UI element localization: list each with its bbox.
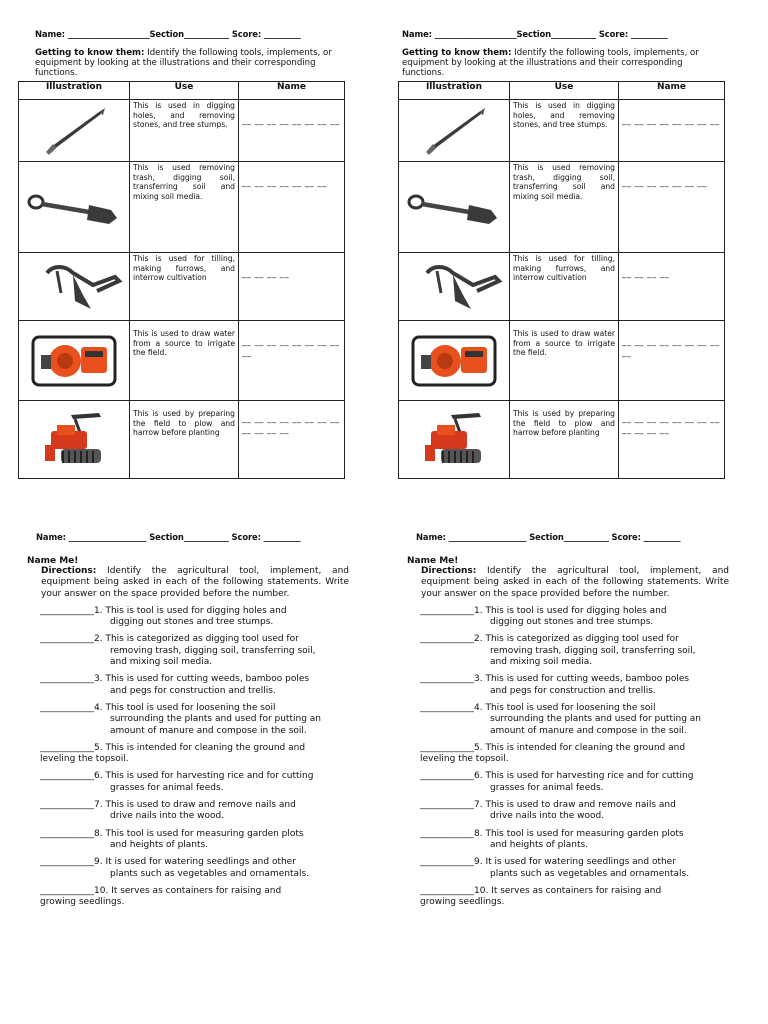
answer-blank[interactable]: ____________ bbox=[420, 857, 474, 868]
directions-title: Directions: bbox=[421, 566, 477, 576]
answer-blank[interactable]: ____________ bbox=[420, 771, 474, 782]
question-first-line bbox=[420, 634, 729, 645]
question-continuation: plants such as vegetables and ornamentals. bbox=[490, 868, 690, 879]
question-continuation: leveling the topsoil. bbox=[40, 754, 129, 765]
directions-text: Identify the agricultural tool, implement, and equipment being asked in each of the following statements. Write your answer on the space provided before the number. bbox=[421, 566, 729, 599]
name-answer-blank[interactable]: __ __ __ __ bbox=[239, 252, 345, 320]
illustration-cell bbox=[399, 320, 510, 400]
question-item bbox=[40, 674, 349, 697]
question-text: 1. This is tool is used for digging holes and bbox=[94, 605, 287, 616]
question-item bbox=[420, 857, 729, 880]
question-item bbox=[420, 703, 729, 737]
tools-table bbox=[18, 81, 345, 479]
question-continuation: removing trash, digging soil, transferring soil, bbox=[110, 645, 316, 656]
question-item bbox=[40, 634, 349, 668]
instructions-title: Getting to know them: bbox=[402, 48, 512, 58]
name-answer-blank[interactable]: __ __ __ __ bbox=[619, 252, 725, 320]
question-continuation: and mixing soil media. bbox=[490, 657, 593, 668]
illustration-cell bbox=[19, 161, 130, 252]
question-first-line bbox=[40, 857, 349, 868]
question-first-line bbox=[420, 674, 729, 685]
directions-title: Directions: bbox=[41, 566, 97, 576]
question-item bbox=[40, 703, 349, 737]
column-header-use: Use bbox=[510, 81, 619, 99]
illustration-cell bbox=[19, 320, 130, 400]
question-continuation: and pegs for construction and trellis. bbox=[110, 685, 276, 696]
name-answer-blank[interactable]: __ __ __ __ __ __ __ __ __ __ __ __ bbox=[239, 400, 345, 478]
name-answer-blank[interactable]: __ __ __ __ __ __ __ __ __ bbox=[239, 320, 345, 400]
illustration-cell bbox=[19, 252, 130, 320]
question-text: 6. This is used for harvesting rice and for cutting bbox=[94, 771, 314, 782]
question-item bbox=[420, 606, 729, 629]
question-first-line bbox=[420, 606, 729, 617]
question-text: 8. This tool is used for measuring garden plots bbox=[474, 828, 684, 839]
table-row bbox=[19, 252, 345, 320]
student-info-header: Name: ___________________ Section___________ Score: _________ bbox=[416, 532, 681, 542]
question-first-line bbox=[420, 829, 729, 840]
question-text: 2. This is categorized as digging tool used for bbox=[474, 634, 679, 645]
water-pump-icon bbox=[409, 333, 499, 389]
question-text: 4. This tool is used for loosening the soil bbox=[94, 702, 276, 713]
question-item bbox=[40, 743, 349, 766]
quiz-worksheet-right bbox=[407, 532, 729, 908]
water-pump-icon bbox=[29, 333, 119, 389]
question-item bbox=[40, 829, 349, 852]
question-item bbox=[420, 771, 729, 794]
question-continuation: growing seedlings. bbox=[40, 897, 125, 908]
answer-blank[interactable]: ____________ bbox=[40, 885, 94, 896]
table-row bbox=[399, 320, 725, 400]
instructions bbox=[35, 48, 341, 79]
question-first-line bbox=[40, 743, 349, 754]
table-header-row bbox=[399, 81, 725, 99]
question-item bbox=[40, 771, 349, 794]
question-text: 2. This is categorized as digging tool used for bbox=[94, 634, 299, 645]
answer-blank[interactable]: ____________ bbox=[40, 771, 94, 782]
question-text: 3. This is used for cutting weeds, bamboo poles bbox=[474, 674, 690, 685]
question-item bbox=[420, 829, 729, 852]
question-first-line bbox=[40, 674, 349, 685]
illustration-cell bbox=[19, 99, 130, 161]
answer-blank[interactable]: ____________ bbox=[40, 605, 94, 616]
question-text: 10. It serves as containers for raising and bbox=[94, 885, 282, 896]
question-item bbox=[40, 886, 349, 909]
question-item bbox=[420, 743, 729, 766]
question-item bbox=[420, 634, 729, 668]
question-continuation: amount of manure and compose in the soil. bbox=[490, 725, 687, 736]
question-continuation: digging out stones and tree stumps. bbox=[490, 617, 654, 628]
question-first-line bbox=[40, 800, 349, 811]
instructions bbox=[402, 48, 720, 79]
use-cell: This is used for tilling, making furrows, and interrow cultivation bbox=[510, 252, 619, 320]
question-first-line bbox=[420, 771, 729, 782]
question-first-line bbox=[420, 703, 729, 714]
question-list bbox=[420, 606, 729, 909]
table-row bbox=[399, 99, 725, 161]
question-continuation: drive nails into the wood. bbox=[110, 811, 225, 822]
use-cell: This is used to draw water from a source to irrigate the field. bbox=[130, 320, 239, 400]
question-item bbox=[40, 606, 349, 629]
question-first-line bbox=[40, 771, 349, 782]
question-list bbox=[40, 606, 349, 909]
directions bbox=[41, 566, 349, 600]
question-text: 6. This is used for harvesting rice and for cutting bbox=[474, 771, 694, 782]
illustration-cell bbox=[399, 400, 510, 478]
question-first-line bbox=[40, 634, 349, 645]
column-header-illustration: Illustration bbox=[19, 81, 130, 99]
illustration-cell bbox=[399, 252, 510, 320]
table-row bbox=[399, 400, 725, 478]
use-cell: This is used removing trash, digging soil, transferring soil and mixing soil media. bbox=[510, 161, 619, 252]
answer-blank[interactable]: ____________ bbox=[420, 800, 474, 811]
question-text: 8. This tool is used for measuring garden plots bbox=[94, 828, 304, 839]
question-first-line bbox=[40, 886, 349, 897]
quiz-worksheet-left bbox=[27, 532, 349, 908]
use-cell: This is used removing trash, digging soil, transferring soil and mixing soil media. bbox=[130, 161, 239, 252]
question-text: 9. It is used for watering seedlings and other bbox=[94, 857, 296, 868]
table-header-row bbox=[19, 81, 345, 99]
use-cell: This is used in digging holes, and removing stones, and tree stumps. bbox=[510, 99, 619, 161]
use-cell: This is used for tilling, making furrows, and interrow cultivation bbox=[130, 252, 239, 320]
hand-tractor-icon bbox=[41, 411, 111, 471]
instructions-text: Identify the following tools, implements, or equipment by looking at the illustrations and their corresponding functions. bbox=[35, 48, 332, 79]
question-continuation: and mixing soil media. bbox=[110, 657, 213, 668]
tools-worksheet-right bbox=[402, 29, 732, 479]
answer-blank[interactable]: ____________ bbox=[40, 828, 94, 839]
question-continuation: leveling the topsoil. bbox=[420, 754, 509, 765]
question-item bbox=[420, 800, 729, 823]
illustration-cell bbox=[399, 99, 510, 161]
plow-icon bbox=[43, 263, 123, 313]
use-cell: This is used to draw water from a source to irrigate the field. bbox=[510, 320, 619, 400]
quiz-title: Name Me! bbox=[407, 556, 459, 566]
answer-blank[interactable]: ____________ bbox=[420, 885, 474, 896]
table-row bbox=[19, 320, 345, 400]
answer-blank[interactable]: ____________ bbox=[40, 674, 94, 685]
question-first-line bbox=[420, 857, 729, 868]
use-cell: This is used in digging holes, and removing stones, and tree stumps. bbox=[130, 99, 239, 161]
quiz-title: Name Me! bbox=[27, 556, 79, 566]
question-continuation: digging out stones and tree stumps. bbox=[110, 617, 274, 628]
shovel-icon bbox=[27, 190, 121, 230]
student-info-header: Name: ___________________ Section___________ Score: _________ bbox=[36, 532, 301, 542]
name-answer-blank[interactable]: __ __ __ __ __ __ __ bbox=[619, 161, 725, 252]
student-info-header: Name: ____________________Section___________ Score: _________ bbox=[35, 29, 301, 39]
question-continuation: growing seedlings. bbox=[420, 897, 505, 908]
question-first-line bbox=[420, 743, 729, 754]
question-item bbox=[40, 800, 349, 823]
question-continuation: grasses for animal feeds. bbox=[490, 782, 604, 793]
question-continuation: and heights of plants. bbox=[110, 839, 209, 850]
question-continuation: and heights of plants. bbox=[490, 839, 589, 850]
name-answer-blank[interactable]: __ __ __ __ __ __ __ __ __ __ __ __ bbox=[619, 400, 725, 478]
column-header-illustration: Illustration bbox=[399, 81, 510, 99]
question-text: 4. This tool is used for loosening the soil bbox=[474, 702, 656, 713]
directions bbox=[421, 566, 729, 600]
answer-blank[interactable]: ____________ bbox=[40, 742, 94, 753]
use-cell: This is used by preparing the field to plow and harrow before planting bbox=[130, 400, 239, 478]
name-answer-blank[interactable]: __ __ __ __ __ __ __ __ __ bbox=[619, 320, 725, 400]
question-text: 3. This is used for cutting weeds, bamboo poles bbox=[94, 674, 310, 685]
answer-blank[interactable]: ____________ bbox=[40, 857, 94, 868]
question-text: 5. This is intended for cleaning the ground and bbox=[94, 742, 306, 753]
table-row bbox=[399, 161, 725, 252]
plow-icon bbox=[423, 263, 503, 313]
directions-text: Identify the agricultural tool, implement, and equipment being asked in each of the following statements. Write your answer on the space provided before the number. bbox=[41, 566, 349, 599]
table-row bbox=[399, 252, 725, 320]
answer-blank[interactable]: ____________ bbox=[420, 828, 474, 839]
question-text: 7. This is used to draw and remove nails and bbox=[94, 800, 296, 811]
question-item bbox=[40, 857, 349, 880]
table-row bbox=[19, 400, 345, 478]
question-continuation: and pegs for construction and trellis. bbox=[490, 685, 656, 696]
illustration-cell bbox=[399, 161, 510, 252]
question-continuation: removing trash, digging soil, transferring soil, bbox=[490, 645, 696, 656]
name-answer-blank[interactable]: __ __ __ __ __ __ __ __ bbox=[239, 99, 345, 161]
question-continuation: amount of manure and compose in the soil. bbox=[110, 725, 307, 736]
tools-table bbox=[398, 81, 725, 479]
question-text: 9. It is used for watering seedlings and other bbox=[474, 857, 676, 868]
name-answer-blank[interactable]: __ __ __ __ __ __ __ bbox=[239, 161, 345, 252]
table-row bbox=[19, 99, 345, 161]
question-first-line bbox=[40, 829, 349, 840]
answer-blank[interactable]: ____________ bbox=[420, 674, 474, 685]
answer-blank[interactable]: ____________ bbox=[40, 702, 94, 713]
answer-blank[interactable]: ____________ bbox=[420, 742, 474, 753]
question-continuation: grasses for animal feeds. bbox=[110, 782, 224, 793]
instructions-text: Identify the following tools, implements, or equipment by looking at the illustrations and their corresponding functions. bbox=[402, 48, 699, 79]
illustration-cell bbox=[19, 400, 130, 478]
question-first-line bbox=[420, 886, 729, 897]
table-row bbox=[19, 161, 345, 252]
question-text: 7. This is used to draw and remove nails and bbox=[474, 800, 676, 811]
answer-blank[interactable]: ____________ bbox=[40, 634, 94, 645]
answer-blank[interactable]: ____________ bbox=[40, 800, 94, 811]
question-continuation: drive nails into the wood. bbox=[490, 811, 605, 822]
column-header-use: Use bbox=[130, 81, 239, 99]
tools-worksheet-left bbox=[22, 29, 352, 479]
column-header-name: Name bbox=[619, 81, 725, 99]
question-continuation: plants such as vegetables and ornamentals. bbox=[110, 868, 310, 879]
instructions-title: Getting to know them: bbox=[35, 48, 145, 58]
hand-tractor-icon bbox=[421, 411, 491, 471]
question-item bbox=[420, 886, 729, 909]
question-item bbox=[420, 674, 729, 697]
question-first-line bbox=[40, 703, 349, 714]
column-header-name: Name bbox=[239, 81, 345, 99]
question-text: 5. This is intended for cleaning the ground and bbox=[474, 742, 686, 753]
shovel-icon bbox=[407, 190, 501, 230]
question-first-line bbox=[40, 606, 349, 617]
answer-blank[interactable]: ____________ bbox=[420, 634, 474, 645]
question-continuation: surrounding the plants and used for putting an bbox=[110, 714, 321, 725]
question-text: 10. It serves as containers for raising and bbox=[474, 885, 662, 896]
question-continuation: surrounding the plants and used for putting an bbox=[490, 714, 701, 725]
digging-bar-icon bbox=[41, 106, 111, 156]
answer-blank[interactable]: ____________ bbox=[420, 702, 474, 713]
question-first-line bbox=[420, 800, 729, 811]
use-cell: This is used by preparing the field to plow and harrow before planting bbox=[510, 400, 619, 478]
student-info-header: Name: ____________________Section___________ Score: _________ bbox=[402, 29, 668, 39]
question-text: 1. This is tool is used for digging holes and bbox=[474, 605, 667, 616]
answer-blank[interactable]: ____________ bbox=[420, 605, 474, 616]
digging-bar-icon bbox=[421, 106, 491, 156]
name-answer-blank[interactable]: __ __ __ __ __ __ __ __ bbox=[619, 99, 725, 161]
